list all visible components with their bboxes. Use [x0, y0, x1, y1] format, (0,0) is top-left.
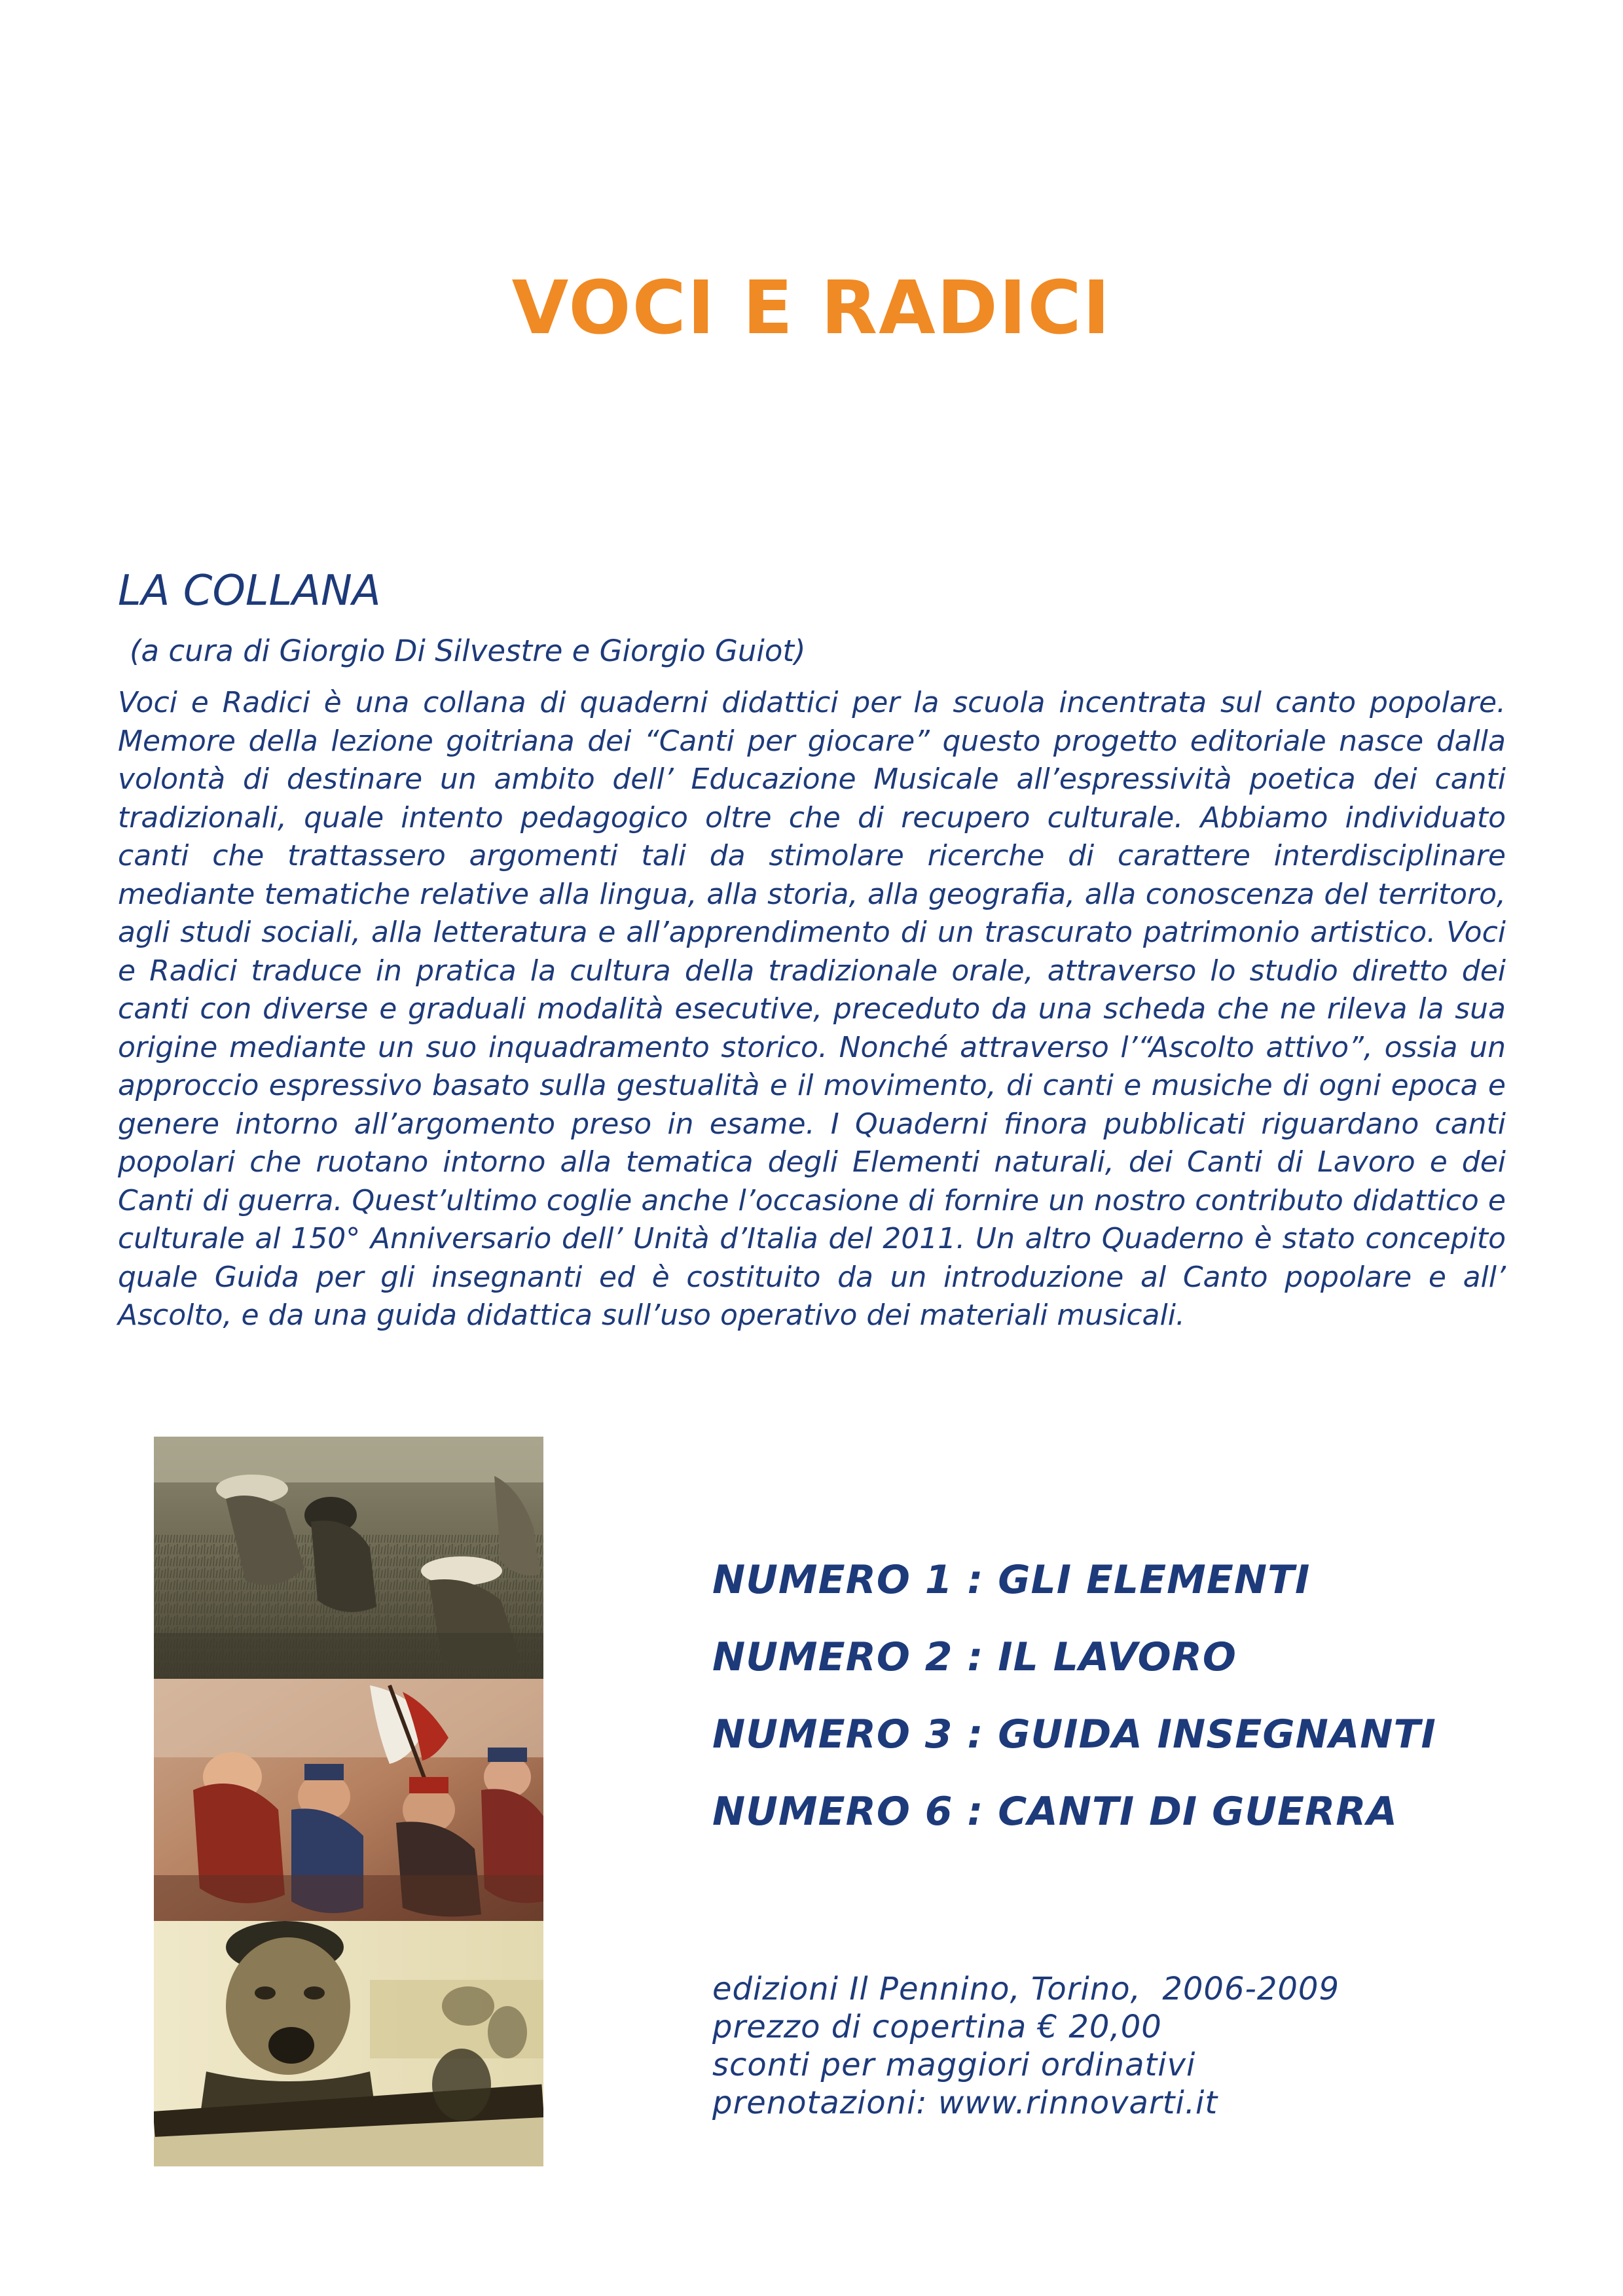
- issue-item: NUMERO 6 : CANTI DI GUERRA: [712, 1789, 1398, 1835]
- page-title: VOCI E RADICI: [511, 266, 1112, 351]
- soldiers-painting: [154, 1679, 543, 1921]
- issue-item: NUMERO 3 : GUIDA INSEGNANTI: [712, 1712, 1436, 1757]
- series-description: Voci e Radici è una collana di quaderni didattici per la scuola incentrata sul canto popolare. Memore della lezione goitriana dei “Canti per giocare” questo progetto editoriale nasce dalla volontà di destinare un ambito dell’ Educazione Musicale all’espressività poetica dei canti tradizionali, quale intento pedagogico oltre che di recupero culturale. Abbiamo individuato canti che trattassero argomenti tali da stimolare ricerche di carattere interdisciplinare mediante tematiche relative alla lingua, alla storia, alla geografia, alla conoscenza del territoro, agli studi sociali, alla letteratura e all’apprendimento di un trascurato patrimonio artistico. Voci e Radici traduce in pratica la cultura della tradizionale orale, attraverso lo studio diretto dei canti con diverse e graduali modalità esecutive, preceduto da una scheda che ne rileva la sua origine mediante un suo inquadramento storico. Nonché attraverso l’“Ascolto attivo”, ossia un approccio espressivo basato sulla gestualità e il movimento, di canti e musiche di ogni epoca e genere intorno all’argomento preso in esame. I Quaderni finora pubblicati riguardano canti popolari che ruotano intorno alla tematica degli Elementi naturali, dei Canti di Lavoro e dei Canti di guerra. Quest’ultimo coglie anche l’occasione di fornire un nostro contributo didattico e culturale al 150° Anniversario dell’ Unità d’Italia del 2011. Un altro Quaderno è stato concepito quale Guida per gli insegnanti ed è costituito da un introduzione al Canto popolare e all’ Ascolto, e da una guida didattica sull’uso operativo dei materiali musicali.: [118, 686, 1506, 1332]
- issue-item: NUMERO 1 : GLI ELEMENTI: [712, 1557, 1311, 1603]
- section-heading: LA COLLANA: [118, 567, 381, 615]
- publisher-info: [712, 1970, 1340, 2122]
- singing-man-photo: [154, 1921, 543, 2166]
- price-line: prezzo di copertina € 20,00: [712, 2009, 1162, 2045]
- rice-workers-photo: [154, 1437, 543, 1679]
- booking-line: prenotazioni: www.rinnovarti.it: [712, 2085, 1218, 2121]
- publisher-line: edizioni Il Pennino, Torino, 2006-2009: [712, 1971, 1340, 2007]
- issue-item: NUMERO 2 : IL LAVORO: [712, 1634, 1237, 1680]
- editors-credit: (a cura di Giorgio Di Silvestre e Giorgio Guiot): [130, 634, 806, 668]
- issues-list: [712, 1541, 1436, 1850]
- cover-image-strip: [154, 1437, 543, 2166]
- discount-line: sconti per maggiori ordinativi: [712, 2047, 1196, 2083]
